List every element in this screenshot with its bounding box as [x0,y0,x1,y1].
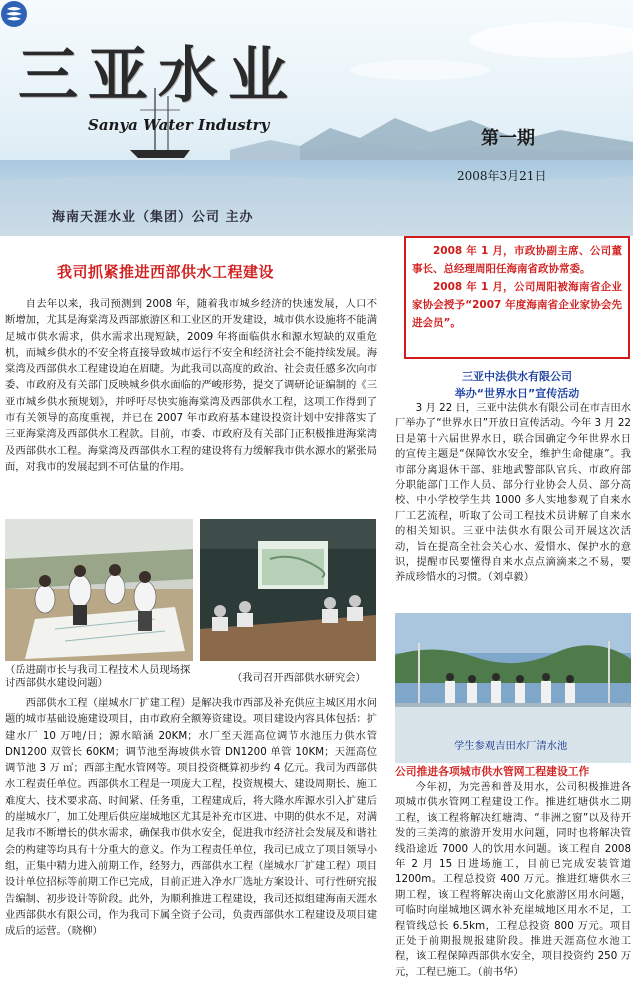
newspaper-title: 三亚水业 [18,41,298,111]
side-article-1-headline-line1: 三亚中法供水有限公司 [462,370,572,383]
english-name: Sanya Water Industry [88,116,270,134]
photo-caption-water-plant: 学生参观吉田水厂清水池 [454,740,568,752]
main-paragraph-2: 西部供水工程（崖城水厂扩建工程）是解决我市西部及补充供应主城区用水问题的城市基础设施建设项目，由市政府全额筹资建设。项目建设内容具体包括：扩建水厂 10 万吨/日；源水暗涵 20KM；水厂至天涯高位调节水池压力供水管 DN1200 双管长 60KM；调节池至海坡供水管 DN1200 单管 10KM；天涯高位调节池 3 万 ㎥；西部主配水管网等。项目投资概算初步约 4 亿元。我司为西部供水工程责任单位。西部供水工程是一项庞大工程，投资规模大、建设周期长、施工难度大、技术要求高、时间紧、任务重，工程建成后，将大隆水库源水引入扩建后的崖城水厂，加工处理后供应崖城地区尤其是补充市区进、中期的供水不足，对满足我市不断增长的供水需求，确保我市供水安全，促进我市经济社会发展及和谐社会的构建等均具有十分重大的意义。作为工程责任单位，我司已成立了项目领导小组，正集中精力进入前期工作，经努力，西部供水工程（崖城水厂扩建工程）项目设计单位招标等前期工作已完成，目前正进入净水厂选址方案设计、可行性研究报告编制、初步设计等阶段。此外，为顺利推进工程建设，我司还拟组建海南天涯水业西部供水有限公司，作为我司下属全资子公司，负责西部供水工程建设及项目建成后的运营。（晓柳） [5,697,377,938]
organizer: 海南天涯水业（集团）公司 主办 [52,210,254,225]
issue-date: 2008年3月21日 [457,169,547,183]
side-article-2-body: 今年初，为完善和普及用水，公司积极推进各项城市供水管网工程建设工作。推进红塘供水二期工程，该工程将解决红塘湾、“非洲之窗”以及待开发的三美湾的旅游开发用水问题，同时也将解决管线沿途近 7000 人的饮用水问题。该工程自 2008 年 2 月 15 日进场施工，目前已完成安装管道 1200m。工程总投资 400 万元。推进红塘供水三期工程，该工程将解决南山文化旅游区用水问题，可临时向崖城地区调水补充崖城地区用水不足，工程管线总长 6.5km，工程总投资 800 万元。项目正处于前期报规报建阶段。推进天涯高位水池工程，该工程保障西部供水安全，项目投资约 250 万元，工程已施工。（前书华） [395,781,631,978]
masthead [0,0,633,236]
photo-caption-meeting: （我司召开西部供水研究会） [232,672,366,684]
photo-site-inspection [5,519,193,661]
main-headline: 我司抓紧推进西部供水工程建设 [57,263,275,281]
side-article-1-headline-line2: 举办“世界水日”宣传活动 [454,387,580,400]
company-logo-icon [0,0,28,28]
news-item-2: 2008 年 1 月，公司周阳被海南省企业家协会授予“2007 年度海南省企业家协会先进会员”。 [412,281,622,329]
side-article-1-body: 3 月 22 日，三亚中法供水有限公司在市吉田水厂举办了“世界水日”开放日宣传活动。今年 3 月 22 日是第十六届世界水日，联合国确定今年世界水日的宣传主题是“保障饮水安全，维护生命健康”。我市部分离退休干部、驻地武警部队官兵、市政府部分职能部门工作人员、部分行业协会人员、部分高校、中小学校学生共 1000 多人实地参观了自来水厂工艺流程，听取了公司工程技术员讲解了自来水的相关知识。三亚中法供水有限公司开展这次活动，旨在提高全社会关心水、爱惜水、保护水的意识，提醒市民要懂得自来水点点滴滴来之不易，要养成珍惜水的习惯。（刘卓毅） [395,402,631,584]
news-box [404,236,630,359]
side-article-2-headline: 公司推进各项城市供水管网工程建设工作 [395,765,590,778]
photo-caption-site-inspection: （岳进副市长与我司工程技术人员现场探讨西部供水建设问题） [5,664,191,689]
news-item-1: 2008 年 1 月，市政协副主席、公司董事长、总经理周阳任海南省政协常委。 [412,245,622,275]
photo-meeting [200,519,376,661]
main-paragraph-1: 自去年以来，我司预测到 2008 年，随着我市城乡经济的快速发展，人口不断增加，尤其是海棠湾及西部旅游区和工业区的开发建设，城市供水设施将不能满足城市供水需求，供水需求出现短缺，2009 年将面临供水和源水短缺的双重危机，而城乡供水的不安全将直接导致城市运行不安全和经济社会不能持续发展。海棠湾及西部供水工程建设迫在眉睫。为此我司以高度的政治、社会责任感多次向市委、市政府及有关部门反映城乡供水面临的严峻形势，提交了调研论证编制的《三亚市城乡供水预规划》，并呼吁尽快实施海棠湾及西部供水工程，这项工作得到了市有关领导的高度重视，并已在 2007 年市政府基本建设投资计划中安排落实了三亚海棠湾及西部供水工程款。目前，市委、市政府及有关部门正积极推进海棠湾及西部供水工程。海棠湾及西部供水工程的建设将有力缓解我市供水源水的紧张局面，对我市的发展起到不可估量的作用。 [5,298,377,473]
issue-number: 第一期 [481,128,535,149]
